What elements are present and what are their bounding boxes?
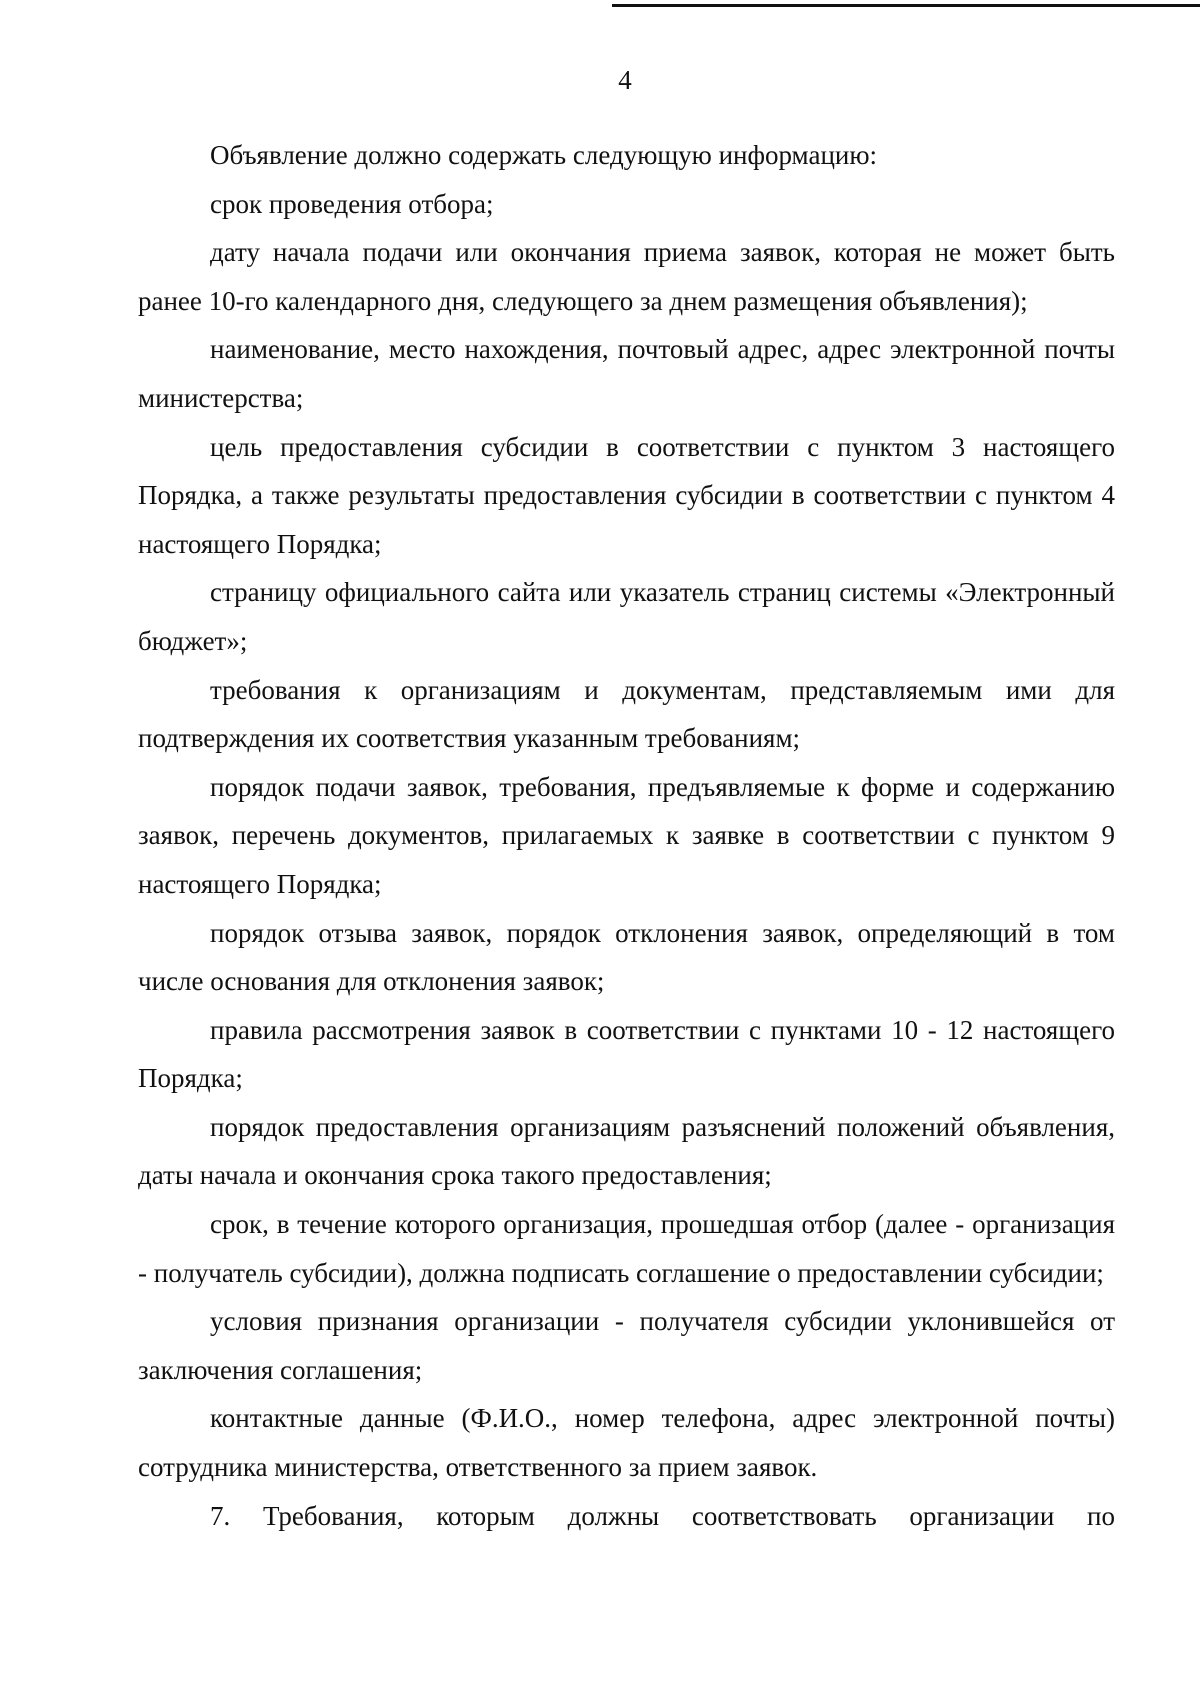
page-number: 4 xyxy=(618,65,632,95)
paragraph-intro: Объявление должно содержать следующую информацию: xyxy=(210,140,878,170)
paragraph-application-dates: дату начала подачи или окончания приема заявок, которая не может быть ранее 10-го календарного дня, следующего за днем размещения объявления); xyxy=(138,237,1115,316)
paragraph-organization-requirements: требования к организациям и документам, представляемым ими для подтверждения их соответствия указанным требованиям; xyxy=(138,674,1115,754)
paragraph-subsidy-purpose: цель предоставления субсидии в соответствии с пунктом 3 настоящего Порядка, а также результаты предоставления субсидии в соответствии с пунктом 4 настоящего Порядка; xyxy=(138,431,1115,559)
paragraph-withdrawal-procedure: порядок отзыва заявок, порядок отклонения заявок, определяющий в том числе основания для отклонения заявок; xyxy=(138,917,1115,997)
paragraph-clarifications: порядок предоставления организациям разъяснений положений объявления, даты начала и окончания срока такого предоставления; xyxy=(138,1111,1115,1191)
paragraph-agreement-deadline: срок, в течение которого организация, прошедшая отбор (далее - организация - получатель субсидии), должна подписать соглашение о предоставлении субсидии; xyxy=(138,1209,1115,1288)
paragraph-website: страницу официального сайта или указатель страниц системы «Электронный бюджет»; xyxy=(138,577,1115,656)
paragraph-evasion-conditions: условия признания организации - получателя субсидии уклонившейся от заключения соглашения; xyxy=(138,1306,1115,1385)
document-body xyxy=(138,131,1115,1540)
paragraph-submission-procedure: порядок подачи заявок, требования, предъявляемые к форме и содержанию заявок, перечень документов, прилагаемых к заявке в соответствии с пунктом 9 настоящего Порядка; xyxy=(138,771,1115,899)
paragraph-review-rules: правила рассмотрения заявок в соответствии с пунктами 10 - 12 настоящего Порядка; xyxy=(138,1014,1115,1094)
paragraph-selection-period: срок проведения отбора; xyxy=(210,188,494,219)
paragraph-contact-details: контактные данные (Ф.И.О., номер телефона, адрес электронной почты) сотрудника министерства, ответственного за прием заявок. xyxy=(138,1403,1115,1483)
top-rule xyxy=(612,4,1200,7)
paragraph-ministry-contacts: наименование, место нахождения, почтовый адрес, адрес электронной почты министерства; xyxy=(138,334,1115,413)
paragraph-section-7: 7. Требования, которым должны соответствовать организации по xyxy=(210,1500,1115,1531)
